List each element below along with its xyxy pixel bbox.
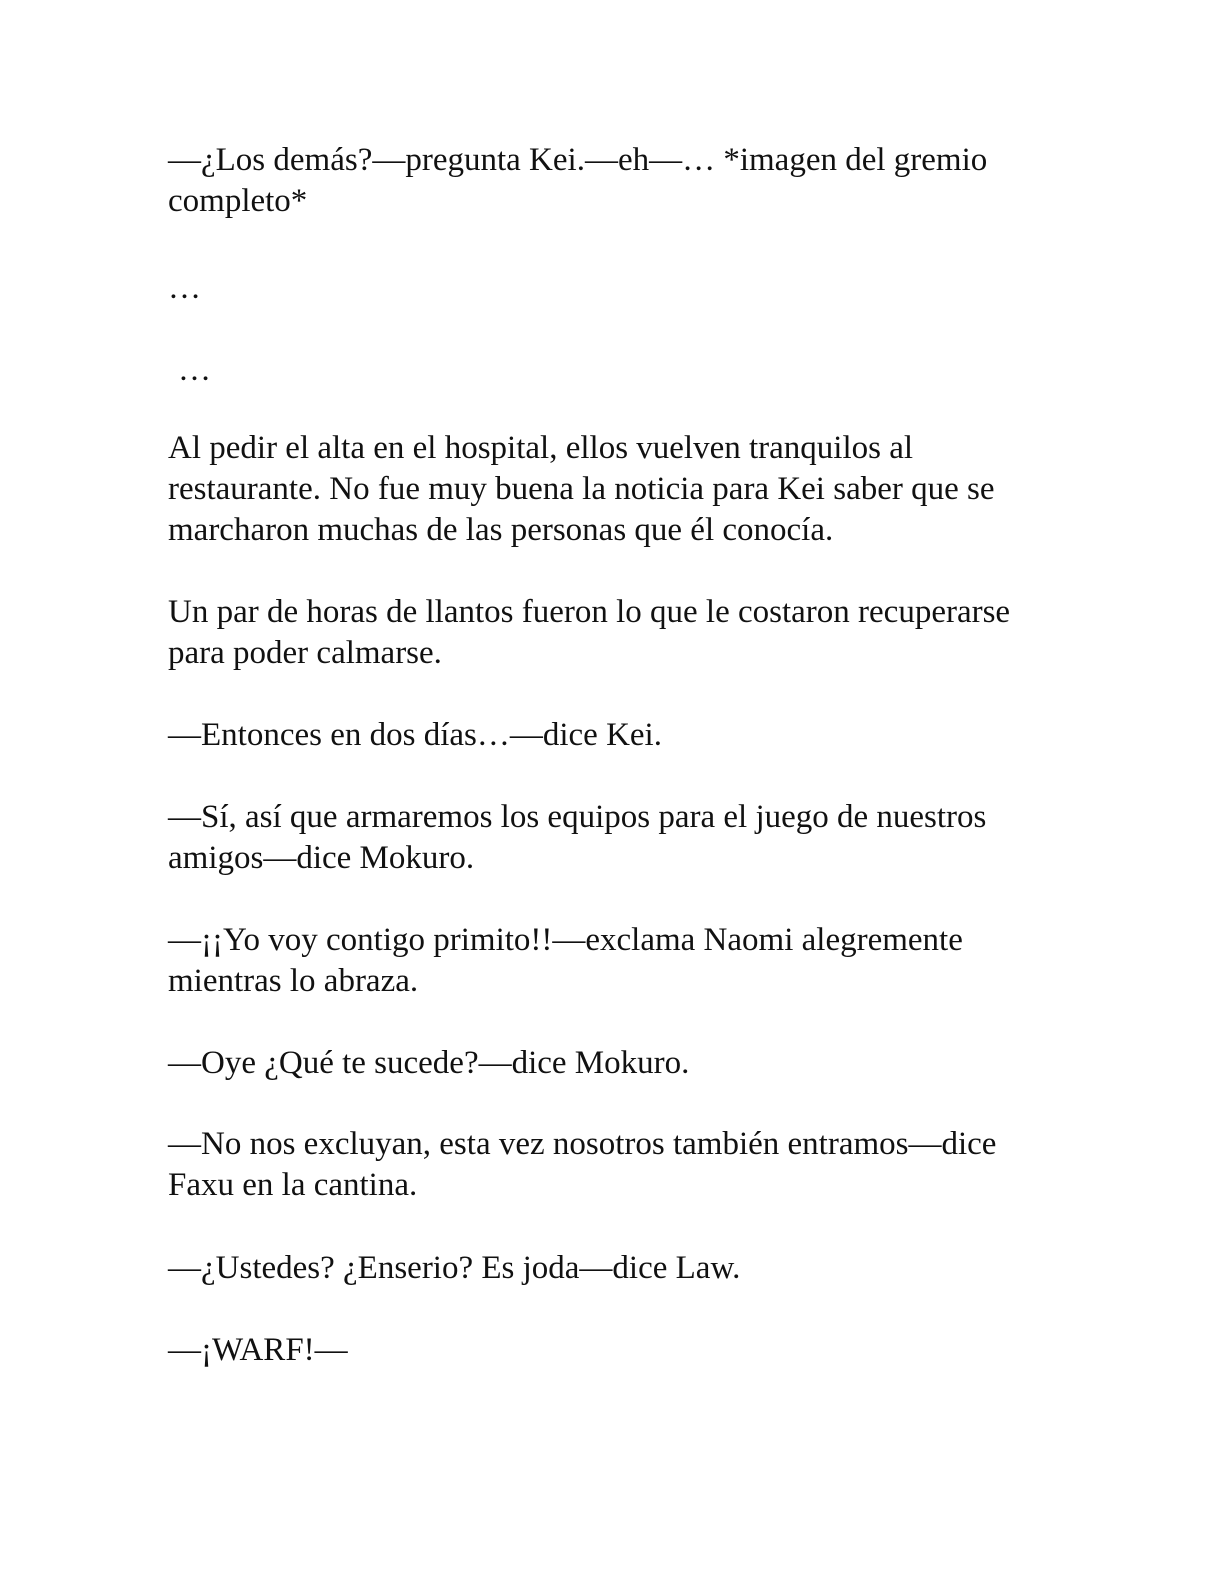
paragraph-4: Al pedir el alta en el hospital, ellos vuelven tranquilos al restaurante. No fue muy buena la noticia para Kei saber que se marcharon muchas de las personas que él conocía.: [168, 430, 995, 548]
paragraph-10: —No nos excluyan, esta vez nosotros también entramos—dice Faxu en la cantina.: [168, 1126, 997, 1203]
paragraph-1: —¿Los demás?—pregunta Kei.—eh—… *imagen del gremio completo*: [168, 142, 988, 219]
paragraph-11: —¿Ustedes? ¿Enserio? Es joda—dice Law.: [168, 1250, 741, 1286]
paragraph-5: Un par de horas de llantos fueron lo que le costaron recuperarse para poder calmarse.: [168, 594, 1011, 671]
paragraph-6: —Entonces en dos días…—dice Kei.: [168, 717, 662, 753]
paragraph-ellipsis-2: …: [178, 352, 211, 388]
paragraph-9: —Oye ¿Qué te sucede?—dice Mokuro.: [168, 1045, 690, 1081]
paragraph-7: —Sí, así que armaremos los equipos para el juego de nuestros amigos—dice Mokuro.: [168, 799, 987, 876]
paragraph-12: —¡WARF!—: [168, 1332, 348, 1368]
paragraph-ellipsis-1: …: [168, 270, 201, 306]
paragraph-8: —¡¡Yo voy contigo primito!!—exclama Naomi alegremente mientras lo abraza.: [168, 922, 963, 999]
